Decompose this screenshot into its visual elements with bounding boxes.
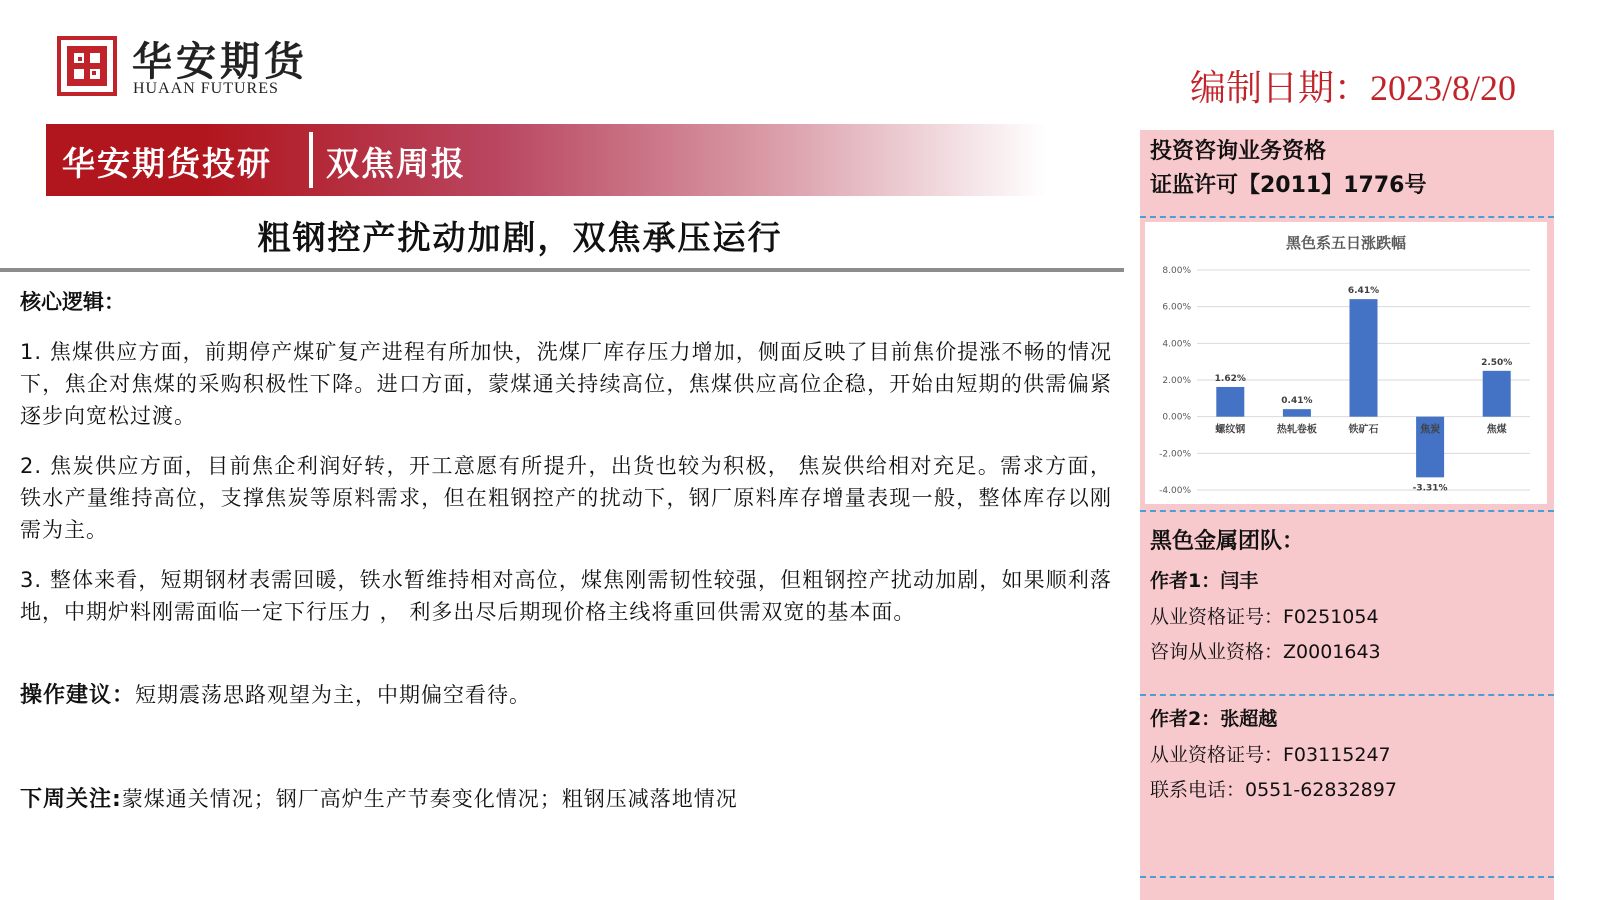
sidebar-divider xyxy=(1140,876,1554,878)
core-logic-heading: 核心逻辑： xyxy=(20,290,125,314)
logo-english-name: HUAAN FUTURES xyxy=(133,80,279,97)
y-tick-label: 4.00% xyxy=(1162,339,1191,350)
report-date: 编制日期：2023/8/20 xyxy=(1189,68,1516,108)
x-tick-label: 热轧卷板 xyxy=(1276,424,1317,436)
next-week-focus xyxy=(20,782,738,813)
huaan-logo-mark xyxy=(57,36,117,96)
y-tick-label: -4.00% xyxy=(1159,486,1191,496)
sidebar-divider xyxy=(1140,694,1554,696)
author2-name: 作者2：张超越 xyxy=(1150,708,1278,730)
advice-text: 短期震荡思路观望为主，中期偏空看待。 xyxy=(135,683,532,707)
x-tick-label: 焦炭 xyxy=(1420,424,1441,436)
data-label: 1.62% xyxy=(1214,373,1246,384)
y-tick-label: 0.00% xyxy=(1162,412,1191,423)
sidebar-divider xyxy=(1140,216,1554,218)
y-tick-label: -2.00% xyxy=(1159,449,1191,460)
banner-report-title: 双焦周报 xyxy=(326,144,466,183)
y-tick-label: 6.00% xyxy=(1162,302,1191,313)
banner-org-title: 华安期货投研 xyxy=(62,144,272,183)
author2-cert: 从业资格证号：F03115247 xyxy=(1150,744,1391,766)
x-tick-label: 螺纹钢 xyxy=(1215,424,1246,436)
data-label: 0.41% xyxy=(1281,396,1313,407)
bar-5 xyxy=(1483,371,1511,417)
bar-3 xyxy=(1350,299,1378,417)
core-point-2: 2. 焦炭供应方面，目前焦企利润好转，开工意愿有所提升，出货也较为积极， 焦炭供给相对充足。需求方面，铁水产量维持高位，支撑焦炭等原料需求，但在粗钢控产的扰动下，钢厂原料库存增量表现一般，整体库存以刚需为主。 xyxy=(20,454,1112,542)
next-week-text: 蒙煤通关情况；钢厂高炉生产节奏变化情况；粗钢压减落地情况 xyxy=(121,787,738,811)
sidebar-divider xyxy=(1140,510,1554,512)
chart-panel xyxy=(1145,222,1547,504)
data-label: 6.41% xyxy=(1347,286,1380,297)
banner-separator xyxy=(309,132,313,188)
author1-consult: 咨询从业资格：Z0001643 xyxy=(1150,641,1381,663)
author1-name: 作者1：闫丰 xyxy=(1150,570,1259,592)
author2-phone: 联系电话：0551-62832897 xyxy=(1150,779,1397,801)
license-number: 证监许可【2011】1776号 xyxy=(1150,173,1427,198)
bar-1 xyxy=(1216,387,1244,417)
y-tick-label: 2.00% xyxy=(1162,376,1191,386)
team-title: 黑色金属团队： xyxy=(1150,529,1305,554)
y-tick-label: 8.00% xyxy=(1162,266,1191,276)
license-title: 投资咨询业务资格 xyxy=(1150,139,1327,164)
headline-divider xyxy=(0,268,1124,272)
data-label: 2.50% xyxy=(1481,357,1513,368)
bar-2 xyxy=(1283,409,1311,417)
data-label: -3.31% xyxy=(1412,483,1448,494)
author1-cert: 从业资格证号：F0251054 xyxy=(1150,606,1379,628)
operation-advice xyxy=(20,678,531,709)
core-point-3: 3. 整体来看，短期钢材表需回暖，铁水暂维持相对高位，煤焦刚需韧性较强，但粗钢控产扰动加剧，如果顺利落地，中期炉料刚需面临一定下行压力 ， 利多出尽后期现价格主线将重回供需双宽的基本面。 xyxy=(20,568,1112,624)
chart-title: 黑色系五日涨跌幅 xyxy=(1285,234,1407,252)
five-day-change-chart xyxy=(1145,222,1547,504)
logo-chinese-name: 华安期货 xyxy=(132,38,308,85)
next-week-label: 下周关注: xyxy=(20,787,122,812)
core-point-1: 1. 焦煤供应方面，前期停产煤矿复产进程有所加快，洗煤厂库存压力增加，侧面反映了目前焦价提涨不畅的情况下，焦企对焦煤的采购积极性下降。进口方面，蒙煤通关持续高位，焦煤供应高位企稳，开始由短期的供需偏紧逐步向宽松过渡。 xyxy=(20,340,1112,428)
page-headline: 粗钢控产扰动加剧，双焦承压运行 xyxy=(257,218,783,257)
x-tick-label: 铁矿石 xyxy=(1348,424,1379,436)
x-tick-label: 焦煤 xyxy=(1486,424,1507,436)
advice-label: 操作建议： xyxy=(20,683,136,708)
